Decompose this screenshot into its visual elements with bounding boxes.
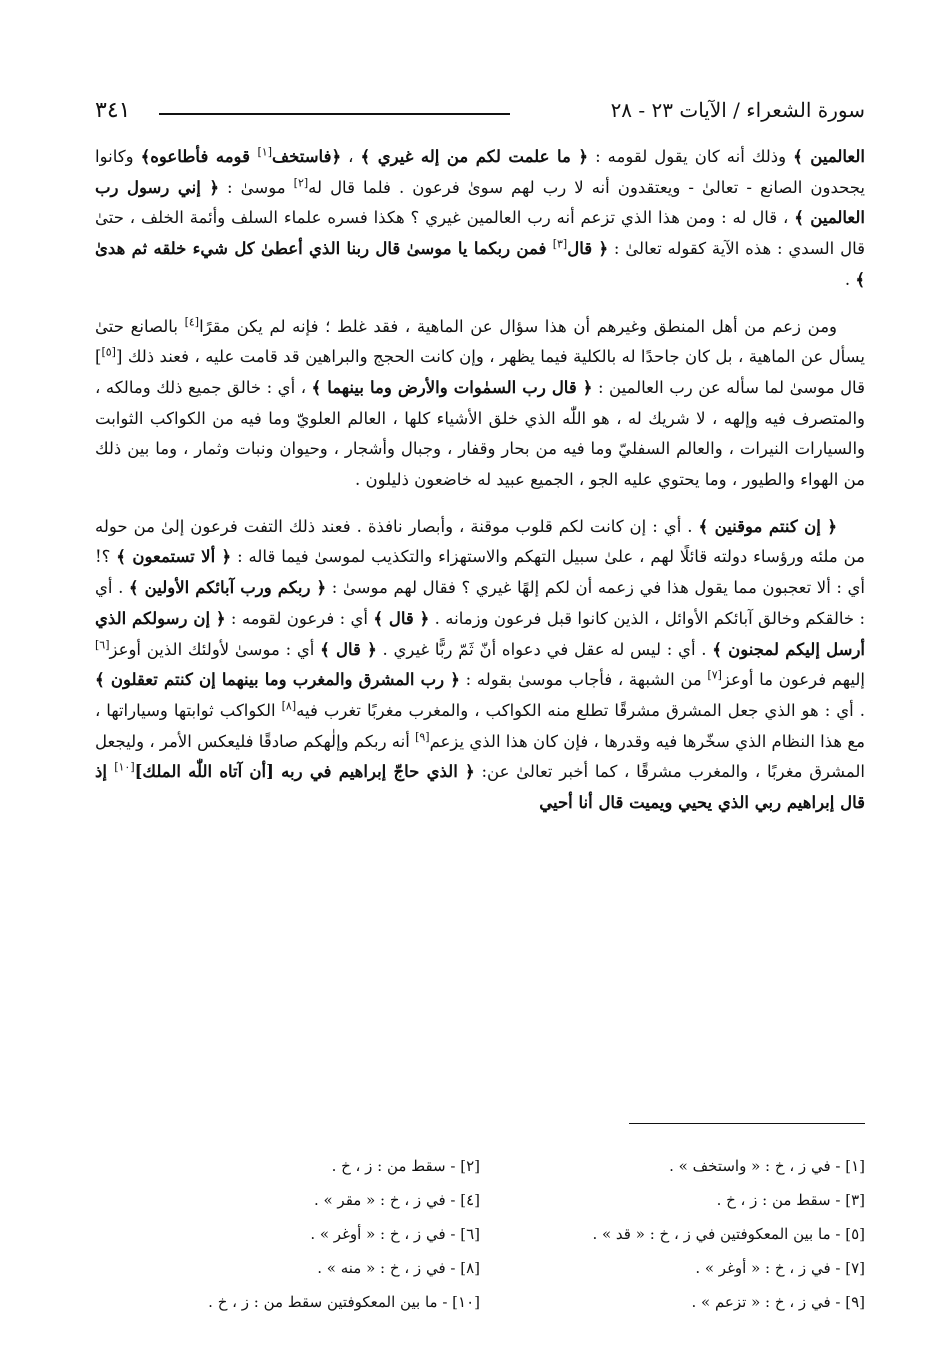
text-run: موسىٰ : — [219, 177, 294, 197]
quran-quote: ﴿ إن كنتم موقنين ﴾ — [698, 516, 838, 536]
footnote-ref: [٣] — [552, 237, 568, 251]
quran-quote: ﴿فاستخف — [272, 147, 342, 166]
footnote: [٦] - في ز ، خ : « أوغر » . — [310, 1225, 480, 1243]
quran-quote: ﴿ قال رب السمٰوات والأرض وما بينهما ﴾ — [311, 377, 593, 397]
text-run: ومن زعم من أهل المنطق وغيرهم أن هذا سؤال عن الماهية ، فقد غلط ؛ فإنه لم يكن مقرًا — [199, 316, 838, 336]
text-run: . أي : هو الذي جعل المشرق مشرقًا تطلع منه الكواكب ، والمغرب مغربًا تغرب فيه — [296, 700, 865, 720]
text-run: إليهم فرعون ما أوعز — [721, 670, 865, 690]
paragraph — [95, 512, 865, 819]
text-run: . أي : إن كانت لكم قلوب موقنة ، وأبصار نافذة . فعند ذلك التفت فرعون إلىٰ من حوله من ملئه ورؤساء دولته قائلًا لهم ، علىٰ سبيل التهكم والاستهزاء والتكذيب لموسىٰ فيما قاله : — [95, 516, 865, 567]
quran-quote: ﴿ قال — [567, 239, 609, 259]
text-run: بالصانع حتىٰ يسأل عن الماهية ، بل كان جاحدًا له بالكلية فيما يظهر ، وإن كانت الحجج والبراهين قد قامت عليه ، فعند ذلك [ — [95, 316, 865, 367]
quran-quote: ﴿ رب المشرق والمغرب وما بينهما إن كنتم تعقلون ﴾ — [95, 670, 460, 690]
footnote-separator — [629, 1123, 865, 1124]
running-title: سورة الشعراء / الآيات ٢٣ - ٢٨ — [610, 98, 865, 122]
footnote-ref: [٦] — [95, 638, 110, 652]
book-page — [95, 88, 866, 1311]
footnotes — [95, 1153, 865, 1315]
quran-quote: ﴿ ألا تستمعون ﴾ — [116, 547, 232, 567]
footnote: [٩] - في ز ، خ : « تزعم » . — [691, 1293, 865, 1311]
text-run: وكانوا يجحدون الصانع - تعالىٰ - ويعتقدون أنه لا رب لهم سوىٰ فرعون . فلما قال له — [95, 147, 866, 197]
text-run: . أي : ليس له عقل في دعواه أنّ ثَمّ ربًّا غيري . — [376, 639, 713, 659]
quran-quote: ﴿ قال ﴾ — [320, 639, 377, 659]
text-run: ، — [341, 147, 361, 166]
footnote: [٤] - في ز ، خ : « مقر » . — [313, 1191, 480, 1209]
footnote-ref: [٢] — [293, 176, 309, 190]
quran-quote: ﴿ ربكم ورب آبائكم الأولين ﴾ — [128, 578, 327, 598]
quran-quote: ﴿ إني رسول رب العالمين ﴾ — [95, 177, 865, 228]
quran-quote: ﴿ قال ﴾ — [373, 608, 430, 628]
text-run: أي : موسىٰ لأولئك الذين أوعز — [109, 639, 321, 659]
body-text — [95, 142, 865, 819]
paragraph — [95, 312, 865, 496]
quran-quote: فمن ربكما يا موسىٰ قال ربنا الذي أعطىٰ كل شيء خلقه ثم هدىٰ ﴾ — [95, 239, 865, 289]
text-run: ، قال له : ومن هذا الذي تزعم أنه رب العالمين غيري ؟ هكذا فسره علماء السلف وأئمة الخلف ، حتىٰ قال السدي : هذه الآية كقوله تعالىٰ : — [95, 208, 865, 259]
text-run: من الشبهة ، فأجاب موسىٰ بقوله : — [459, 670, 708, 690]
footnote: [٢] - سقط من : ز ، خ . — [331, 1157, 480, 1175]
quran-quote: ﴿ إن رسولكم الذي أرسل إليكم لمجنون ﴾ — [95, 608, 865, 659]
footnote-ref: [٥] — [101, 345, 116, 359]
footnote-ref: [١٠] — [114, 760, 135, 774]
footnote: [٥] - ما بين المعكوفتين في ز ، خ : « قد » . — [592, 1225, 865, 1243]
quran-quote: ﴿ ما علمت لكم من إله غيري ﴾ — [360, 147, 589, 166]
page-number: ٣٤١ — [95, 97, 131, 123]
footnote-ref: [٧] — [707, 668, 722, 682]
paragraph — [95, 142, 865, 296]
text-run: أنه ربكم وإلٰهكم صادقًا فليعكس الأمر ، وليجعل المشرق مغربًا ، والمغرب مشرقًا ، كما أخبر تعالىٰ عن: — [95, 731, 866, 782]
footnote-ref: [١] — [257, 145, 272, 159]
text-run: وذلك أنه كان يقول لقومه : — [588, 147, 794, 166]
footnote: [١] - في ز ، خ : « واستخف » . — [669, 1157, 865, 1175]
quran-quote: قومه فأطاعوه﴾ — [140, 147, 258, 166]
quran-quote: ﴿ الذي حاجّ إبراهيم في ربه [أن آتاه اللّٰه الملك] — [134, 762, 475, 782]
footnote: [٨] - في ز ، خ : « منه » . — [317, 1259, 480, 1277]
text-run: ] قال موسىٰ لما سأله عن رب العالمين : — [95, 347, 865, 397]
text-run: . أي : خالقكم وخالق آبائكم الأوائل ، الذين كانوا قبل فرعون وزمانه . — [95, 578, 865, 628]
page-header — [95, 88, 865, 132]
footnote: [٧] - في ز ، خ : « أوغر » . — [695, 1259, 865, 1277]
footnote-ref: [٤] — [184, 315, 200, 329]
text-run: الكواكب ثوابتها وسياراتها ، مع هذا النظام الذي سخّرها فيه وقدرها ، فإن كان هذا الذي يزعم — [95, 700, 865, 751]
text-run: ؟! أي : ألا تعجبون مما يقول هذا في زعمه أن لكم إلهًا غيري ؟ فقال لهم موسىٰ : — [95, 547, 865, 598]
text-run: أي : فرعون لقومه : — [225, 608, 374, 628]
footnote-ref: [٨] — [281, 699, 297, 713]
footnote: [٣] - سقط من : ز ، خ . — [716, 1191, 865, 1209]
footnote-ref: [٩] — [415, 730, 430, 744]
text-run: ، أي : خالق جميع ذلك ومالكه ، والمتصرف فيه وإلهه ، لا شريك له ، هو اللّٰه الذي خلق الأشياء كلها ، العالم العلويّ وما فيه من الكواكب الثوابت والسيارات النيرات ، والعالم السفليّ وما فيه من بحار وقفار ، وجبال وأشجار ، وحيوان ونبات وثمار ، وما بين ذلك من الهواء والطيور ، وما يحتوي عليه الجو ، الجميع عبيد له خاضعون ذليلون . — [95, 377, 865, 490]
quran-quote: إذ قال إبراهيم ربي الذي يحيي ويميت قال أنا أحيي — [95, 762, 865, 813]
text-run: . — [844, 269, 856, 289]
header-rule — [159, 113, 510, 115]
footnote: [١٠] - ما بين المعكوفتين سقط من : ز ، خ . — [208, 1293, 480, 1311]
quran-quote: العالمين ﴾ — [793, 147, 865, 166]
